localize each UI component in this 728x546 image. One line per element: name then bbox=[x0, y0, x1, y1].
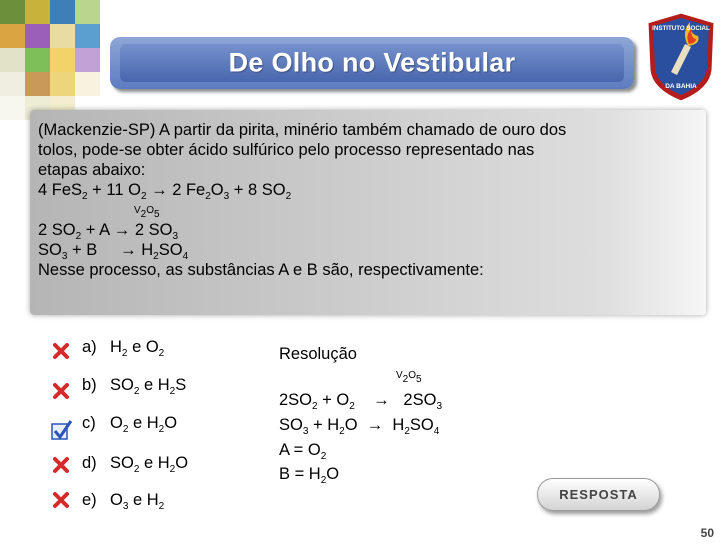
option-b[interactable]: b) $SO_2$ e $H_2S$ bbox=[82, 376, 187, 397]
title-bar bbox=[110, 37, 634, 89]
reaction-equation-3: $SO_3 + B$ → $H_2SO_4$ bbox=[38, 241, 189, 262]
answer-button[interactable]: RESPOSTA bbox=[537, 478, 660, 511]
wrong-mark-icon bbox=[52, 342, 70, 360]
reaction-arrow-icon: → bbox=[366, 416, 384, 434]
wrong-mark-icon bbox=[52, 456, 70, 474]
resolution-title: Resolução bbox=[279, 345, 357, 363]
option-a[interactable]: a) $H_2$ e $O_2$ bbox=[82, 338, 165, 359]
question-intro-line-1: (Mackenzie-SP) A partir da pirita, minério também chamado de ouro dos bbox=[38, 121, 567, 139]
reaction-arrow-icon: → bbox=[113, 221, 131, 239]
page-title: De Olho no Vestibular bbox=[228, 47, 516, 78]
reaction-equation-2: 2 $SO_2 + A \to 2$ $SO_3$ bbox=[38, 221, 178, 242]
resolution-equation-1: $2SO_2 + O_2$ → $2SO_3$ bbox=[279, 391, 442, 412]
reaction-equation-1: 4 FeS$_2$ + 11 $O_2 \to 2$ $Fe_2O_3 + 8$ $SO_2$ bbox=[38, 181, 292, 202]
reaction-arrow-icon: → bbox=[120, 241, 137, 259]
question-intro-line-3: etapas abaixo: bbox=[38, 161, 146, 179]
correct-check-icon bbox=[51, 420, 72, 441]
institution-logo bbox=[641, 8, 721, 106]
wrong-mark-icon bbox=[52, 382, 70, 400]
logo-top-text: INSTITUTO SOCIAL bbox=[652, 25, 710, 32]
wrong-mark-icon bbox=[52, 491, 70, 509]
question-closing: Nesse processo, as substâncias A e B são, respectivamente: bbox=[38, 261, 484, 279]
question-text bbox=[38, 120, 708, 280]
reaction-arrow-icon: → bbox=[151, 181, 168, 199]
photo-collage bbox=[0, 0, 100, 120]
catalyst-label: $V_2O_5$ bbox=[134, 205, 160, 220]
resolution-answer-b: $B = H_2O$ bbox=[279, 465, 340, 486]
page-number: 50 bbox=[700, 526, 714, 540]
option-d[interactable]: d) $SO_2$ e $H_2O$ bbox=[82, 454, 189, 475]
logo-bottom-text: DA BAHIA bbox=[665, 83, 697, 90]
reaction-arrow-icon: → bbox=[373, 391, 390, 409]
option-c[interactable]: c) $O_2$ e $H_2O$ bbox=[82, 414, 178, 435]
question-intro-line-2: tolos, pode-se obter ácido sulfúrico pelo processo representado nas bbox=[38, 141, 535, 159]
resolution-catalyst: $V_2O_5$ bbox=[396, 370, 422, 385]
resolution-answer-a: $A = O_2$ bbox=[279, 441, 327, 462]
option-e[interactable]: e) $O_3$ e $H_2$ bbox=[82, 491, 165, 512]
resolution-equation-2: $SO_3 + H_2O \to H_2SO_4$ bbox=[279, 416, 440, 437]
